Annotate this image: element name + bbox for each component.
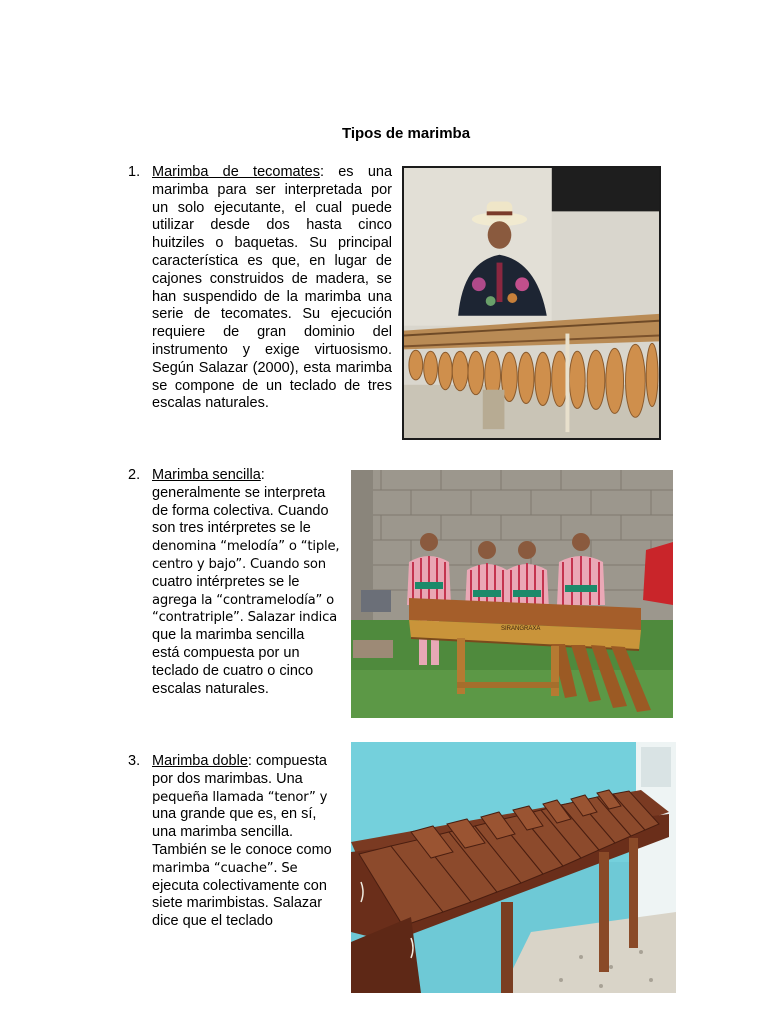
item-2-line-2: generalmente se interpreta [152,484,326,501]
item-2-line-3: de forma colectiva. Cuando [152,502,329,519]
item-3-line-9: siete marimbistas. Salazar [152,895,323,912]
item-2-line-1 [152,467,352,485]
item-3-line-5: una marimba sencilla. [152,824,294,841]
item-2-line-12: teclado de cuatro o cinco [152,662,314,679]
item-number-3: 3. [128,753,141,769]
photo-marimba-tecomates-drawing [404,168,659,438]
item-text-2 [152,467,352,698]
photo-marimba-sencilla [351,470,673,718]
item-3-line-4: una grande que es, en sí, [152,806,317,823]
item-text-3 [152,753,352,931]
page-title: Tipos de marimba [341,125,471,142]
item-2-line-6: centro y bajo”. Cuando son [152,556,326,572]
item-term-3: Marimba doble [152,753,248,769]
item-2-line-11: está compuesta por un [152,644,300,661]
item-3-line-2: por dos marimbas. Una [152,770,303,787]
photo-marimba-tecomates [402,166,661,440]
item-2-line-4: son tres intérpretes se le [152,520,311,537]
item-2-line-8: agrega la “contramelodía” o [152,592,334,608]
item-2-line-9: “contratriple”. Salazar indica [152,610,338,626]
item-term-1: Marimba de tecomates [152,164,320,180]
item-text-1 [152,164,392,413]
item-3-line-1 [152,753,352,771]
photo-marimba-doble-drawing [351,742,676,993]
item-3-line-10: dice que el teclado [152,913,273,930]
item-description-1: : es una marimba para ser interpretada por un solo ejecutante, el cual puede utilizar desde dos hasta cinco huitziles o baquetas. Su principal característica es que, en lugar de cajones construidos de madera, se han suspendido de la marimba una serie de tecomates. Su ejecución requiere de gran dominio del instrumento y exige virtuosismo. Según Salazar (2000), esta marimba se compone de un teclado de tres escalas naturales. [152,164,393,412]
item-2-line-13: escalas naturales. [152,680,269,697]
item-3-line-8: ejecuta colectivamente con [152,877,327,894]
item-3-line-1-text: : compuesta [247,753,327,769]
photo-marimba-doble [351,742,676,993]
item-number-2: 2. [128,467,141,483]
item-3-line-7: marimba “cuache”. Se [152,860,298,876]
item-2-line-7: cuatro intérpretes se le [152,573,300,590]
item-number-1: 1. [128,164,141,180]
photo-marimba-sencilla-drawing [351,470,673,718]
item-2-line-1-text: : [260,467,265,483]
item-2-line-5: denomina “melodía” o “tiple, [152,539,340,555]
item-term-2: Marimba sencilla [152,467,261,483]
marimba-label: SIRANGRAXA [501,626,541,632]
item-2-line-10: que la marimba sencilla [152,627,305,644]
item-3-line-3: pequeña llamada “tenor” y [152,789,328,805]
item-3-line-6: También se le conoce como [152,841,332,858]
